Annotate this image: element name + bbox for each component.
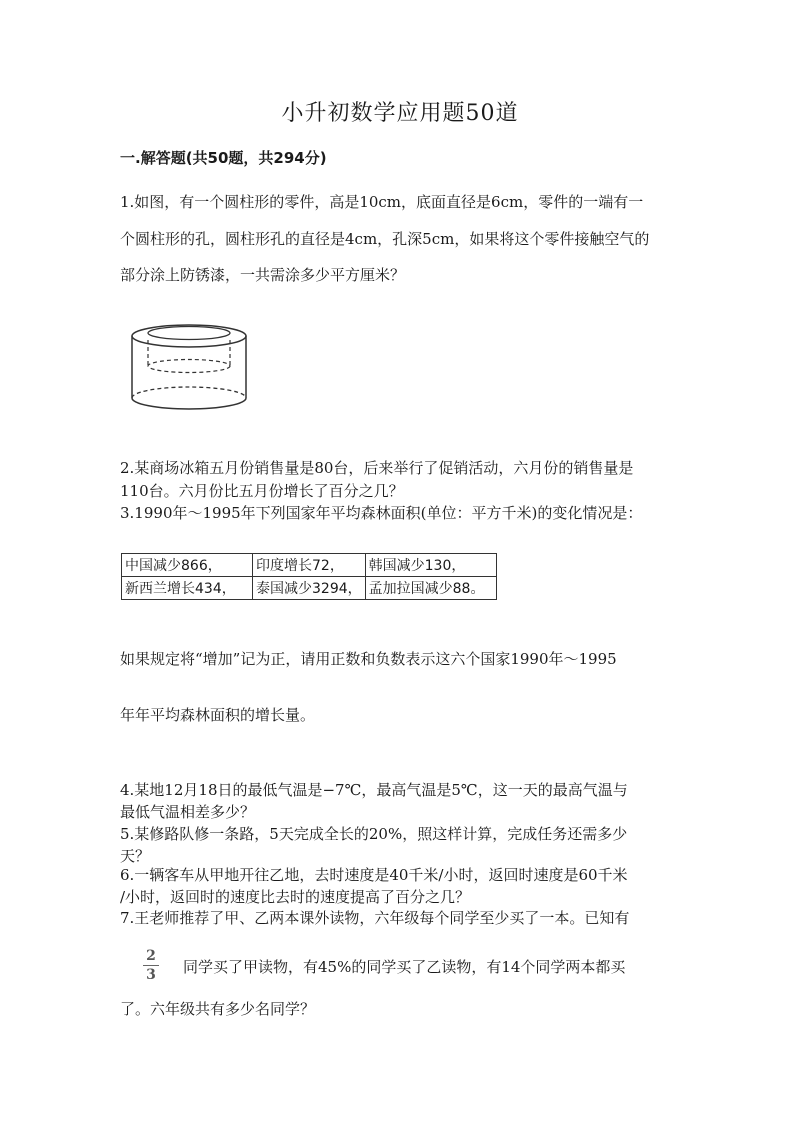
q2-line-1: 2.某商场冰箱五月份销售量是80台，后来举行了促销活动，六月份的销售量是	[120, 459, 634, 477]
table-cell: 孟加拉国减少88。	[365, 577, 496, 600]
table-cell: 韩国减少130，	[365, 554, 496, 577]
q7-line-1: 7.王老师推荐了甲、乙两本课外读物，六年级每个同学至少买了一本。已知有	[120, 909, 630, 927]
fraction-numerator: 2	[146, 948, 156, 964]
q3-after-line-1: 如果规定将“增加”记为正，请用正数和负数表示这六个国家1990年～1995	[120, 650, 617, 668]
q7-line-3: 了。六年级共有多少名同学？	[120, 1000, 316, 1018]
q7-line-2: 同学买了甲读物，有45%的同学买了乙读物，有14个同学两本都买	[183, 958, 626, 976]
table-cell: 新西兰增长434，	[122, 577, 253, 600]
q4-line-2: 最低气温相差多少？	[120, 803, 256, 821]
q3-after-line-2: 年年平均森林面积的增长量。	[120, 706, 316, 724]
q5-line-1: 5.某修路队修一条路，5天完成全长的20%，照这样计算，完成任务还需多少	[120, 825, 628, 843]
forest-change-table	[121, 553, 497, 600]
q3-intro: 3.1990年～1995年下列国家年平均森林面积(单位：平方千米)的变化情况是：	[120, 504, 643, 522]
section-heading: 一.解答题(共50题，共294分)	[120, 149, 327, 167]
table-cell: 印度增长72，	[253, 554, 366, 577]
q6-line-1: 6.一辆客车从甲地开往乙地，去时速度是40千米/小时，返回时速度是60千米	[120, 866, 628, 884]
q4-line-1: 4.某地12月18日的最低气温是−7℃，最高气温是5℃，这一天的最高气温与	[120, 781, 628, 799]
fraction-denominator: 3	[146, 967, 156, 983]
q5-line-2: 天？	[120, 847, 151, 865]
table-cell: 泰国减少3294，	[253, 577, 366, 600]
q6-line-2: /小时，返回时的速度比去时的速度提高了百分之几？	[120, 888, 471, 906]
q2-line-2: 110台。六月份比五月份增长了百分之几？	[120, 482, 404, 500]
q1-line-3: 部分涂上防锈漆，一共需涂多少平方厘米？	[120, 266, 406, 284]
cylinder-figure	[128, 318, 258, 413]
table-row	[122, 554, 497, 577]
fraction-bar	[143, 965, 159, 966]
table-row	[122, 577, 497, 600]
q1-line-2: 个圆柱形的孔，圆柱形孔的直径是4cm，孔深5cm，如果将这个零件接触空气的	[120, 230, 650, 248]
table-cell: 中国减少866，	[122, 554, 253, 577]
q1-line-1: 1.如图，有一个圆柱形的零件，高是10cm，底面直径是6cm，零件的一端有一	[120, 193, 644, 211]
page-title: 小升初数学应用题50道	[281, 101, 519, 126]
fraction-two-thirds	[143, 948, 159, 983]
